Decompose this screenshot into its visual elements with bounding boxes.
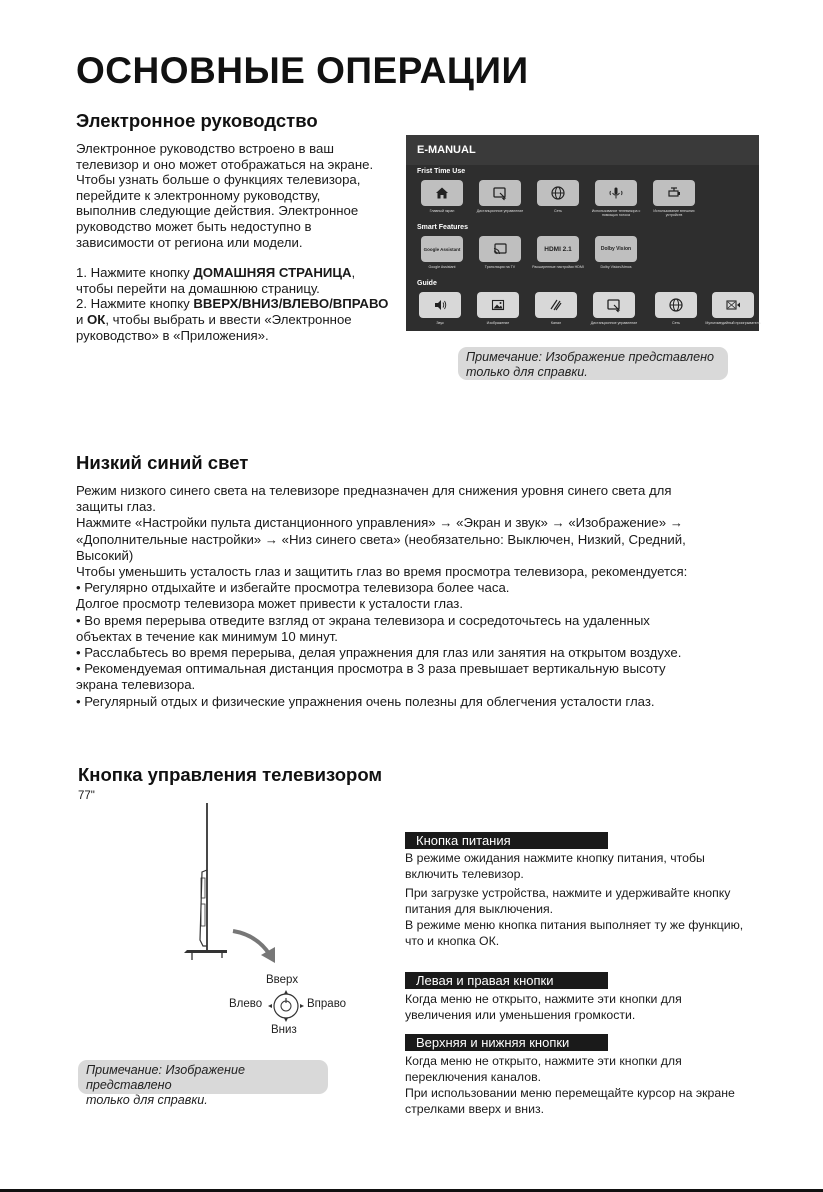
text-line: экрана телевизора. xyxy=(76,677,196,693)
tile-caption: Мультимедийный проигрыватель xyxy=(705,321,761,325)
dir-up-label: Вверх xyxy=(266,974,299,986)
step1-line: 1. Нажмите кнопку ДОМАШНЯЯ СТРАНИЦА, xyxy=(76,265,356,281)
channel-icon xyxy=(548,297,564,313)
text-line: • Регулярно отдыхайте и избегайте просмотра телевизора более часа. xyxy=(76,580,510,596)
desc-line: стрелками вверх и вниз. xyxy=(405,1102,545,1116)
media-icon xyxy=(725,297,741,313)
emanual-screen xyxy=(406,135,759,331)
desc-line: В режиме меню кнопка питания выполняет ту же функцию, xyxy=(405,918,744,932)
blue-light-heading: Низкий синий свет xyxy=(76,452,249,473)
tile-remote-guide[interactable] xyxy=(593,292,635,318)
tile-caption: Звук xyxy=(436,321,444,325)
text-line: Чтобы уменьшить усталость глаз и защитить глаз во время просмотра телевизора, рекомендуется: xyxy=(76,564,688,580)
usb-icon xyxy=(666,185,682,201)
emanual-header xyxy=(406,135,759,165)
cast-icon xyxy=(492,241,508,257)
tile-home[interactable] xyxy=(421,180,463,206)
desc-line: При загрузке устройства, нажмите и удерживайте кнопку xyxy=(405,886,731,900)
tile-external[interactable] xyxy=(653,180,695,206)
tile-network-guide[interactable] xyxy=(655,292,697,318)
tile-google-assistant[interactable] xyxy=(421,236,463,262)
step2-line: 2. Нажмите кнопку ВВЕРХ/ВНИЗ/ВЛЕВО/ВПРАВО xyxy=(76,296,389,312)
text-line: • Рекомендуемая оптимальная дистанция просмотра в 3 раза превышает вертикальную высоту xyxy=(76,661,666,677)
text-line: • Регулярный отдых и физические упражнения очень полезны для облегчения усталости глаз. xyxy=(76,693,655,709)
left-right-buttons-desc xyxy=(405,991,785,1023)
home-icon xyxy=(434,185,450,201)
globe-icon xyxy=(550,185,566,201)
intro-line: телевизор и оно может отображаться на экране. xyxy=(76,156,374,172)
text-line: Высокий) xyxy=(76,547,134,563)
text-line: «Дополнительные настройки» → «Низ синего света» (необязательно: Выключен, Низкий, Средний, xyxy=(76,531,686,547)
text-line: защиты глаз. xyxy=(76,499,156,515)
tile-caption: Расширенные настройки HDMI xyxy=(532,265,584,269)
tile-dolby[interactable] xyxy=(595,236,637,262)
tile-hdmi[interactable] xyxy=(537,236,579,262)
tile-remote[interactable] xyxy=(479,180,521,206)
page-title: ОСНОВНЫЕ ОПЕРАЦИИ xyxy=(76,50,529,91)
group-smart-features: Smart Features xyxy=(417,224,468,231)
control-heading: Кнопка управления телевизором xyxy=(78,764,383,785)
left-right-buttons-label: Левая и правая кнопки xyxy=(405,972,608,989)
google-assistant-logo: Google Assistant xyxy=(423,246,461,252)
control-note: Примечание: Изображение представлено только для справки. xyxy=(78,1060,328,1094)
sound-icon xyxy=(432,297,448,313)
hdmi-logo: HDMI 2.1 xyxy=(544,245,572,253)
emanual-heading: Электронное руководство xyxy=(76,110,318,131)
desc-line: питания для выключения. xyxy=(405,902,554,916)
tile-caption: Сеть xyxy=(554,209,562,213)
step2-line: и ОК, чтобы выбрать и ввести «Электронное xyxy=(76,311,352,327)
tile-caption: Dolby Vision/Atmos xyxy=(600,265,632,269)
power-button-label: Кнопка питания xyxy=(405,832,608,849)
tile-caption: Главный экран xyxy=(429,209,455,213)
globe-icon xyxy=(668,297,684,313)
tile-caption: Использование телевизора с помощью голоса xyxy=(591,209,641,218)
desc-line: При использовании меню перемещайте курсор на экране xyxy=(405,1086,735,1100)
intro-line: зависимости от региона или модели. xyxy=(76,234,303,250)
picture-icon xyxy=(490,297,506,313)
group-first-time-use: Frist Time Use xyxy=(417,168,466,175)
dir-left-label: Влево xyxy=(229,998,263,1010)
dir-right-label: Вправо xyxy=(307,998,347,1010)
arrow-down-right-icon xyxy=(225,925,285,967)
joystick-button-icon xyxy=(264,988,308,1024)
text-line: • Расслабьтесь во время перерыва, делая упражнения для глаз или занятия на открытом воздухе. xyxy=(76,645,682,661)
desc-line: увеличения или уменьшения громкости. xyxy=(405,1008,636,1022)
tile-caption: Канал xyxy=(550,321,562,325)
tile-caption: Изображение xyxy=(486,321,510,325)
step2-line: руководство» в «Приложения». xyxy=(76,327,269,343)
text-line: Нажмите «Настройки пульта дистанционного управления» → «Экран и звук» → «Изображение» → xyxy=(76,515,683,531)
intro-line: руководство может быть недоступно в xyxy=(76,218,312,234)
tile-caption: Использование внешних устройств xyxy=(653,209,695,218)
desc-line: переключения каналов. xyxy=(405,1070,542,1084)
tile-voice[interactable] xyxy=(595,180,637,206)
desc-line: Когда меню не открыто, нажмите эти кнопки для xyxy=(405,1054,682,1068)
desc-line: В режиме ожидания нажмите кнопку питания, чтобы xyxy=(405,851,705,865)
tile-channel[interactable] xyxy=(535,292,577,318)
text-line: Режим низкого синего света на телевизоре предназначен для снижения уровня синего света для xyxy=(76,483,672,498)
step1-line: чтобы перейти на домашнюю страницу. xyxy=(76,280,320,296)
blue-light-text xyxy=(76,483,776,710)
tile-caption: Сеть xyxy=(672,321,680,325)
emanual-note: Примечание: Изображение представлено только для справки. xyxy=(458,347,728,380)
text-line: • Во время перерыва отведите взгляд от экрана телевизора и сосредоточьтесь на удаленных xyxy=(76,612,650,628)
up-down-buttons-desc xyxy=(405,1053,785,1117)
tile-sound[interactable] xyxy=(419,292,461,318)
intro-line: Электронное руководство встроено в ваш xyxy=(76,141,334,156)
tile-network[interactable] xyxy=(537,180,579,206)
tile-picture[interactable] xyxy=(477,292,519,318)
dir-down-label: Вниз xyxy=(271,1024,297,1036)
intro-line: выполнив следующие действия. Электронное xyxy=(76,203,359,219)
text-line: объектах в течение как минимум 10 минут. xyxy=(76,628,338,644)
voice-remote-icon xyxy=(608,185,624,201)
tile-caption: Дистанционное управление xyxy=(476,209,524,213)
emanual-intro xyxy=(76,141,396,343)
tile-caption: Трансляция на TV xyxy=(484,265,516,269)
group-guide: Guide xyxy=(417,280,437,287)
text-line: Долгое просмотр телевизора может привести к усталости глаз. xyxy=(76,596,464,612)
intro-line: Чтобы узнать больше о функциях телевизора, xyxy=(76,172,361,188)
tile-cast[interactable] xyxy=(479,236,521,262)
intro-line: перейдите к электронному руководству, xyxy=(76,187,321,203)
model-size: 77" xyxy=(78,790,95,802)
power-button-desc xyxy=(405,850,785,949)
tile-caption: Дистанционное управление xyxy=(590,321,638,325)
dolby-logo: Dolby Vision xyxy=(600,246,632,252)
desc-line: что и кнопка ОК. xyxy=(405,934,500,948)
remote-icon xyxy=(606,297,622,313)
remote-icon xyxy=(492,185,508,201)
tile-caption: Google Assistant xyxy=(428,265,456,269)
up-down-buttons-label: Верхняя и нижняя кнопки xyxy=(405,1034,608,1051)
desc-line: Когда меню не открыто, нажмите эти кнопки для xyxy=(405,992,682,1006)
desc-line: включить телевизор. xyxy=(405,867,524,881)
emanual-title: E-MANUAL xyxy=(417,144,476,156)
tile-media[interactable] xyxy=(712,292,754,318)
